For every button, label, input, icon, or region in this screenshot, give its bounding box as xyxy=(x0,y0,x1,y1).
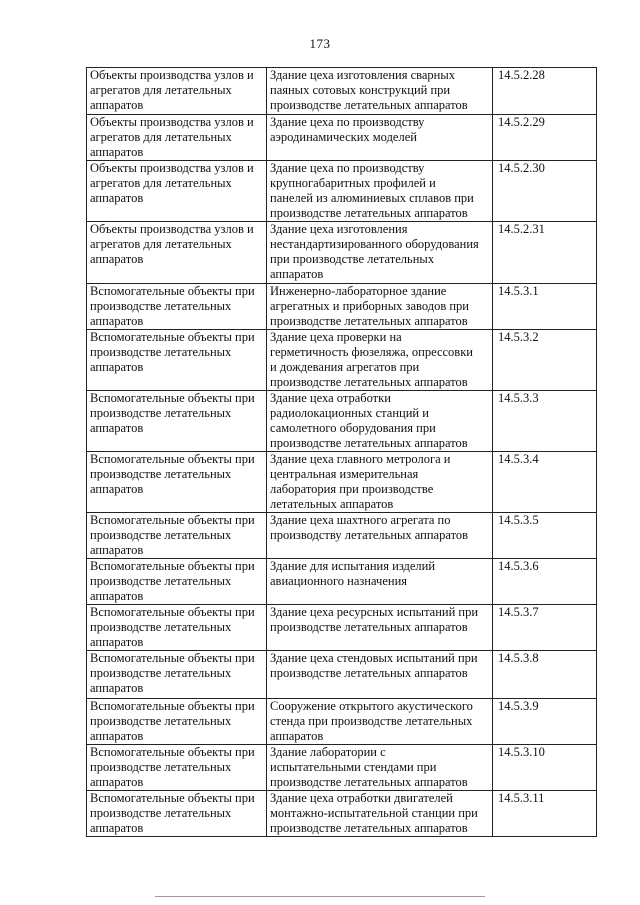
category-line: Объекты производства узлов и xyxy=(90,161,254,175)
description-cell xyxy=(267,115,493,161)
category-line: Вспомогательные объекты при xyxy=(90,330,255,344)
description-line: стенда при производстве летательных xyxy=(270,714,473,728)
description-line: монтажно-испытательной станции при xyxy=(270,806,478,820)
table-row xyxy=(87,391,597,452)
description-line: аппаратов xyxy=(270,267,324,281)
description-line: производстве летательных аппаратов xyxy=(270,775,468,789)
description-cell xyxy=(267,68,493,115)
category-line: производстве летательных xyxy=(90,620,232,634)
table-row xyxy=(87,161,597,222)
category-cell xyxy=(87,284,267,330)
category-cell xyxy=(87,605,267,651)
description-cell xyxy=(267,651,493,699)
description-cell xyxy=(267,284,493,330)
table-row xyxy=(87,452,597,513)
category-line: производстве летательных xyxy=(90,528,232,542)
category-line: производстве летательных xyxy=(90,806,232,820)
description-line: Здание цеха по производству xyxy=(270,115,425,129)
description-line: радиолокационных станций и xyxy=(270,406,429,420)
description-line: крупногабаритных профилей и xyxy=(270,176,436,190)
category-line: производстве летательных xyxy=(90,467,232,481)
table-row xyxy=(87,745,597,791)
description-cell xyxy=(267,559,493,605)
category-line: агрегатов для летательных xyxy=(90,83,232,97)
category-line: производстве летательных xyxy=(90,666,232,680)
category-line: Вспомогательные объекты при xyxy=(90,559,255,573)
category-cell xyxy=(87,513,267,559)
bottom-divider xyxy=(155,896,485,897)
description-line: производстве летательных аппаратов xyxy=(270,436,468,450)
code-cell: 14.5.3.5 xyxy=(493,513,597,559)
description-line: паяных сотовых конструкций при xyxy=(270,83,451,97)
description-line: Здание цеха проверки на xyxy=(270,330,402,344)
description-line: центральная измерительная xyxy=(270,467,419,481)
classification-table xyxy=(86,67,597,837)
description-line: агрегатных и приборных заводов при xyxy=(270,299,469,313)
description-line: нестандартизированного оборудования xyxy=(270,237,479,251)
category-line: аппаратов xyxy=(90,98,144,112)
category-line: аппаратов xyxy=(90,775,144,789)
description-line: Здание цеха по производству xyxy=(270,161,425,175)
description-line: Здание цеха отработки xyxy=(270,391,391,405)
description-line: Здание цеха шахтного агрегата по xyxy=(270,513,451,527)
description-cell xyxy=(267,330,493,391)
category-line: Объекты производства узлов и xyxy=(90,68,254,82)
code-cell: 14.5.3.2 xyxy=(493,330,597,391)
table-row xyxy=(87,699,597,745)
description-cell xyxy=(267,513,493,559)
category-line: Вспомогательные объекты при xyxy=(90,391,255,405)
description-line: Сооружение открытого акустического xyxy=(270,699,473,713)
description-line: самолетного оборудования при xyxy=(270,421,436,435)
category-cell xyxy=(87,115,267,161)
code-cell: 14.5.2.30 xyxy=(493,161,597,222)
category-line: аппаратов xyxy=(90,252,144,266)
description-line: Здание цеха изготовления сварных xyxy=(270,68,456,82)
table-row xyxy=(87,791,597,837)
category-line: аппаратов xyxy=(90,729,144,743)
page-number: 173 xyxy=(309,36,331,51)
description-line: Здание цеха стендовых испытаний при xyxy=(270,651,478,665)
description-line: Здание лаборатории с xyxy=(270,745,386,759)
description-cell xyxy=(267,222,493,284)
category-line: производстве летательных xyxy=(90,760,232,774)
category-line: Объекты производства узлов и xyxy=(90,222,254,236)
description-line: производстве летательных аппаратов xyxy=(270,98,468,112)
description-line: Здание цеха главного метролога и xyxy=(270,452,451,466)
category-line: производстве летательных xyxy=(90,345,232,359)
category-cell xyxy=(87,161,267,222)
code-cell: 14.5.2.31 xyxy=(493,222,597,284)
description-line: Здание цеха изготовления xyxy=(270,222,408,236)
description-line: испытательными стендами при xyxy=(270,760,437,774)
description-cell xyxy=(267,161,493,222)
category-line: аппаратов xyxy=(90,589,144,603)
category-line: аппаратов xyxy=(90,421,144,435)
category-line: агрегатов для летательных xyxy=(90,130,232,144)
description-line: и дождевания агрегатов при xyxy=(270,360,420,374)
table-row xyxy=(87,651,597,699)
category-line: Объекты производства узлов и xyxy=(90,115,254,129)
description-line: производстве летательных аппаратов xyxy=(270,314,468,328)
description-line: производству летательных аппаратов xyxy=(270,528,469,542)
code-cell: 14.5.3.1 xyxy=(493,284,597,330)
table-row xyxy=(87,115,597,161)
description-line: аэродинамических моделей xyxy=(270,130,417,144)
code-cell: 14.5.3.4 xyxy=(493,452,597,513)
code-cell: 14.5.3.9 xyxy=(493,699,597,745)
code-cell: 14.5.3.8 xyxy=(493,651,597,699)
category-cell xyxy=(87,791,267,837)
table-row xyxy=(87,222,597,284)
table-body xyxy=(87,68,597,837)
code-cell: 14.5.3.3 xyxy=(493,391,597,452)
category-cell xyxy=(87,559,267,605)
description-line: авиационного назначения xyxy=(270,574,408,588)
category-line: Вспомогательные объекты при xyxy=(90,452,255,466)
table-row xyxy=(87,330,597,391)
table-row xyxy=(87,559,597,605)
description-line: лаборатория при производстве xyxy=(270,482,434,496)
code-cell: 14.5.3.6 xyxy=(493,559,597,605)
category-line: Вспомогательные объекты при xyxy=(90,699,255,713)
description-line: при производстве летательных xyxy=(270,252,435,266)
category-line: Вспомогательные объекты при xyxy=(90,791,255,805)
category-line: Вспомогательные объекты при xyxy=(90,513,255,527)
category-line: аппаратов xyxy=(90,145,144,159)
table-row xyxy=(87,513,597,559)
table-row xyxy=(87,605,597,651)
description-cell xyxy=(267,391,493,452)
category-cell xyxy=(87,745,267,791)
description-line: Здание цеха ресурсных испытаний при xyxy=(270,605,479,619)
code-cell: 14.5.3.7 xyxy=(493,605,597,651)
description-line: летательных аппаратов xyxy=(270,497,394,511)
category-line: Вспомогательные объекты при xyxy=(90,284,255,298)
category-line: аппаратов xyxy=(90,681,144,695)
category-cell xyxy=(87,699,267,745)
category-cell xyxy=(87,452,267,513)
category-line: Вспомогательные объекты при xyxy=(90,651,255,665)
table-row xyxy=(87,284,597,330)
category-line: аппаратов xyxy=(90,635,144,649)
code-cell: 14.5.2.28 xyxy=(493,68,597,115)
category-cell xyxy=(87,222,267,284)
category-line: производстве летательных xyxy=(90,714,232,728)
category-line: производстве летательных xyxy=(90,574,232,588)
category-line: аппаратов xyxy=(90,821,144,835)
category-cell xyxy=(87,651,267,699)
description-line: Инженерно-лабораторное здание xyxy=(270,284,447,298)
code-cell: 14.5.3.11 xyxy=(493,791,597,837)
category-line: Вспомогательные объекты при xyxy=(90,605,255,619)
description-line: производстве летательных аппаратов xyxy=(270,375,468,389)
category-line: агрегатов для летательных xyxy=(90,237,232,251)
table-row xyxy=(87,68,597,115)
description-line: Здание для испытания изделий xyxy=(270,559,436,573)
description-cell xyxy=(267,745,493,791)
category-line: Вспомогательные объекты при xyxy=(90,745,255,759)
category-line: производстве летательных xyxy=(90,299,232,313)
description-line: производстве летательных аппаратов xyxy=(270,666,468,680)
description-cell xyxy=(267,699,493,745)
code-cell: 14.5.3.10 xyxy=(493,745,597,791)
description-line: герметичность фюзеляжа, опрессовки xyxy=(270,345,473,359)
category-line: аппаратов xyxy=(90,314,144,328)
category-line: аппаратов xyxy=(90,191,144,205)
description-line: Здание цеха отработки двигателей xyxy=(270,791,453,805)
description-line: панелей из алюминиевых сплавов при xyxy=(270,191,474,205)
category-line: аппаратов xyxy=(90,482,144,496)
description-cell xyxy=(267,605,493,651)
category-line: производстве летательных xyxy=(90,406,232,420)
description-line: производстве летательных аппаратов xyxy=(270,821,468,835)
category-cell xyxy=(87,330,267,391)
code-cell: 14.5.2.29 xyxy=(493,115,597,161)
category-line: аппаратов xyxy=(90,543,144,557)
category-cell xyxy=(87,68,267,115)
description-cell xyxy=(267,791,493,837)
description-line: аппаратов xyxy=(270,729,324,743)
category-line: агрегатов для летательных xyxy=(90,176,232,190)
description-cell xyxy=(267,452,493,513)
category-line: аппаратов xyxy=(90,360,144,374)
description-line: производстве летательных аппаратов xyxy=(270,206,468,220)
description-line: производстве летательных аппаратов xyxy=(270,620,468,634)
category-cell xyxy=(87,391,267,452)
